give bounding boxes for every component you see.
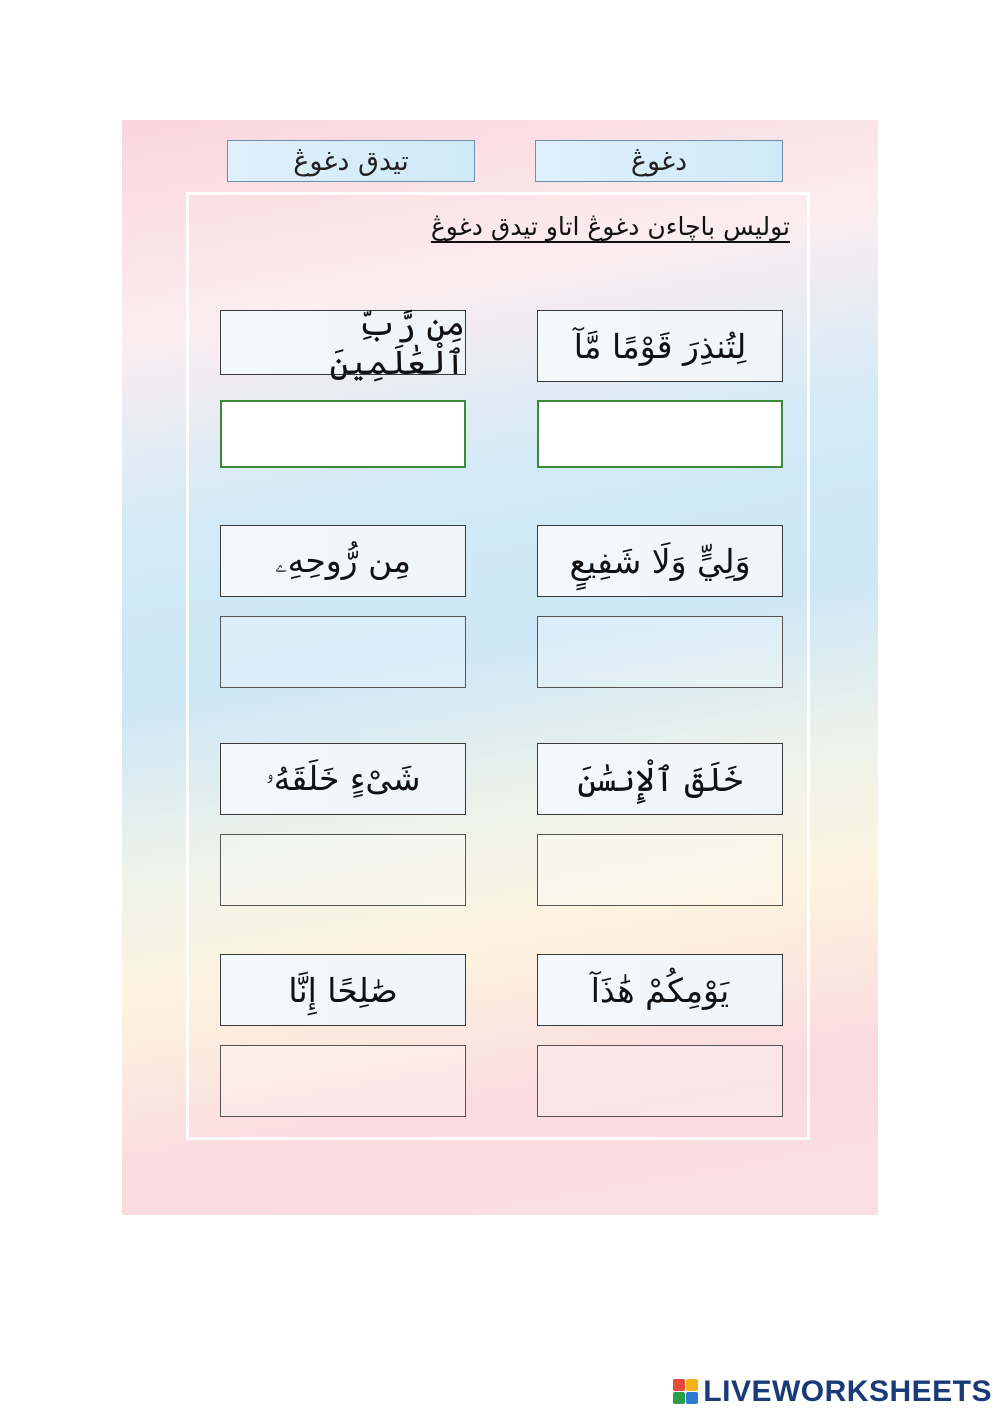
- word-text: وَلِيٍّ وَلَا شَفِيعٍ: [569, 541, 751, 581]
- word-text: يَوْمِكُمْ هَٰذَآ: [590, 970, 730, 1010]
- answer-input-5[interactable]: [537, 834, 783, 906]
- answer-input-1[interactable]: [537, 400, 783, 468]
- word-card-2: [220, 303, 466, 382]
- word-text: صَٰلِحًا إِنَّا: [288, 970, 398, 1010]
- answer-input-3[interactable]: [537, 616, 783, 688]
- word-card-4: [220, 525, 466, 597]
- word-card-7: [537, 954, 783, 1026]
- word-text: خَلَقَ ٱلْإِنسَٰنَ: [577, 759, 743, 799]
- word-text: شَىْءٍ خَلَقَهُۥ: [265, 759, 421, 798]
- word-text: لِتُنذِرَ قَوْمًا مَّآ: [573, 326, 747, 366]
- word-card-3: [537, 525, 783, 597]
- word-card-1: [537, 310, 783, 382]
- answer-input-2[interactable]: [220, 400, 466, 468]
- answer-input-6[interactable]: [220, 834, 466, 906]
- header-dengung-label: دغوڠ: [630, 145, 688, 177]
- word-card-5: [537, 743, 783, 815]
- word-text: مِن رُّوحِهِۦ: [275, 541, 411, 580]
- liveworksheets-logo-text: LIVEWORKSHEETS: [703, 1375, 992, 1408]
- answer-input-4[interactable]: [220, 616, 466, 688]
- word-card-8: [220, 954, 466, 1026]
- instruction-text: توليس باچاءن دغوڠ اتاو تيدق دغوڠ: [430, 212, 790, 241]
- liveworksheets-logo: [673, 1375, 992, 1409]
- answer-input-8[interactable]: [220, 1045, 466, 1117]
- liveworksheets-logo-icon: [673, 1379, 699, 1405]
- header-tidak-dengung: [227, 140, 475, 182]
- word-card-6: [220, 743, 466, 815]
- header-tidak-dengung-label: تيدق دغوڠ: [293, 145, 409, 177]
- answer-input-7[interactable]: [537, 1045, 783, 1117]
- header-dengung: [535, 140, 783, 182]
- word-text: مِن رَّبِّ ٱلْعَٰلَمِينَ: [329, 303, 465, 382]
